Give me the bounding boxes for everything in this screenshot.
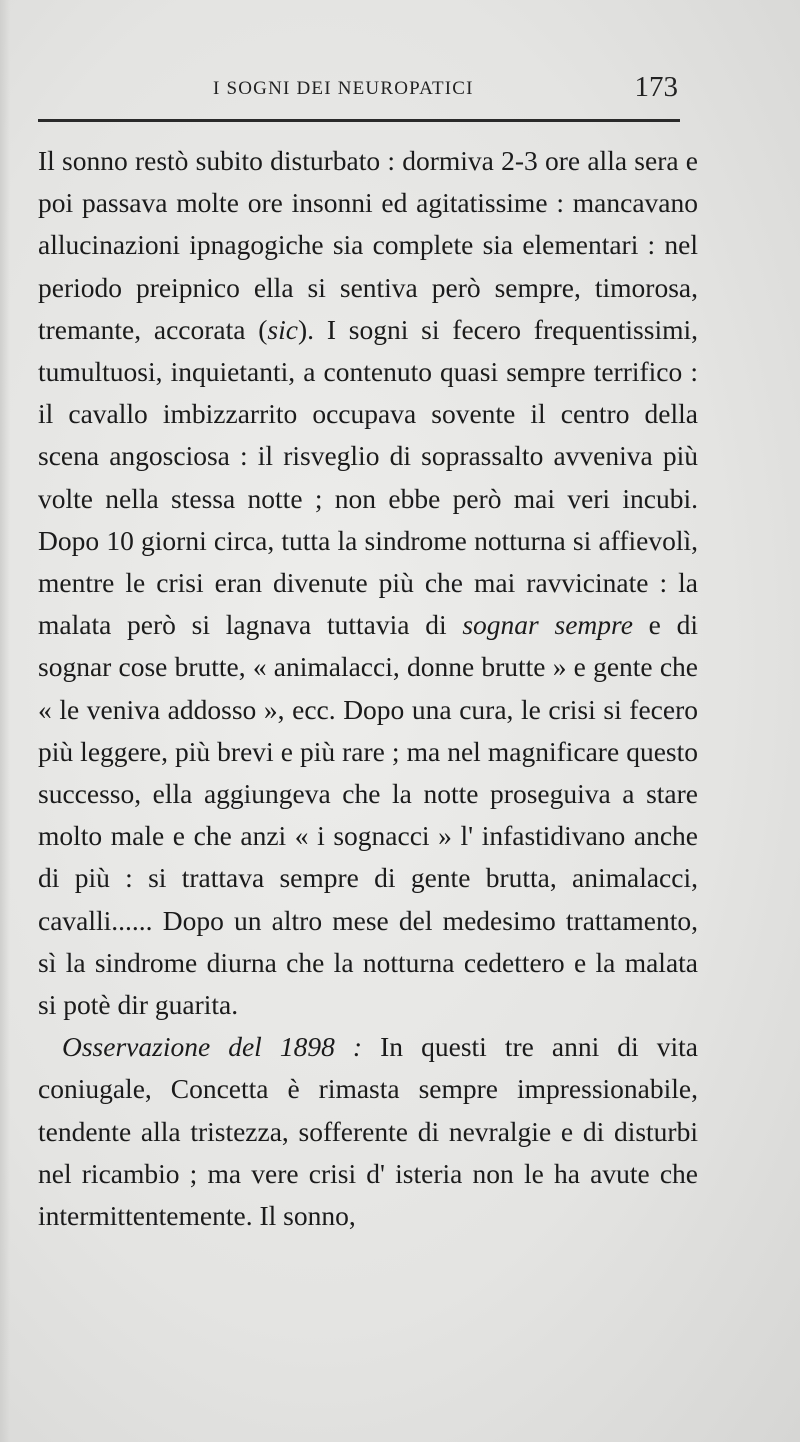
running-head-title: I SOGNI DEI NEUROPATICI [213, 78, 474, 99]
running-head [38, 68, 680, 108]
section-lead: Osservazione del 1898 : [62, 1031, 363, 1063]
header-rule [38, 119, 680, 122]
italic-sic: sic [267, 313, 298, 345]
page-number: 173 [634, 71, 678, 103]
paragraph-1: Il sonno restò subito disturbato : dormiva 2-3 ore alla sera e poi passava molte ore insonni ed agitatissime : mancavano allucinazioni ipnagogiche sia complete sia elementari : nel periodo preipnico ella si sentiva però sempre, timorosa, tremante, accorata (sic). I sogni si fecero frequentissimi, tumultuosi, inquietanti, a contenuto quasi sempre terrifico : il cavallo imbizzarrito occupava sovente il centro della scena angosciosa : il risveglio di soprassalto avveniva più volte nella stessa notte ; non ebbe però mai veri incubi. Dopo 10 giorni circa, tutta la sindrome notturna si affievolì, mentre le crisi eran divenute più che mai ravvicinate : la malata però si lagnava tuttavia di sognar sempre e di sognar cose brutte, « animalacci, donne brutte » e gente che « le veniva addosso », ecc. Dopo una cura, le crisi si fecero più leggere, più brevi e più rare ; ma nel magnificare questo successo, ella aggiungeva che la notte proseguiva a stare molto male e che anzi « i sognacci » l' infastidivano anche di più : si trattava sempre di gente brutta, animalacci, cavalli...... Dopo un altro mese del medesimo trattamento, sì la sindrome diurna che la notturna cedettero e la malata si potè dir guarita. [38, 145, 699, 1021]
body-text [38, 140, 698, 1237]
italic-sognar-sempre: sognar sempre [462, 609, 633, 641]
paragraph-2: Osservazione del 1898 : In questi tre anni di vita coniugale, Concetta è rimasta sempre impressionabile, tendente alla tristezza, sofferente di nevralgie e di disturbi nel ricambio ; ma vere crisi d' isteria non le ha avute che intermittentemente. Il sonno, [38, 1031, 698, 1232]
page-edge-shadow [0, 0, 10, 1442]
